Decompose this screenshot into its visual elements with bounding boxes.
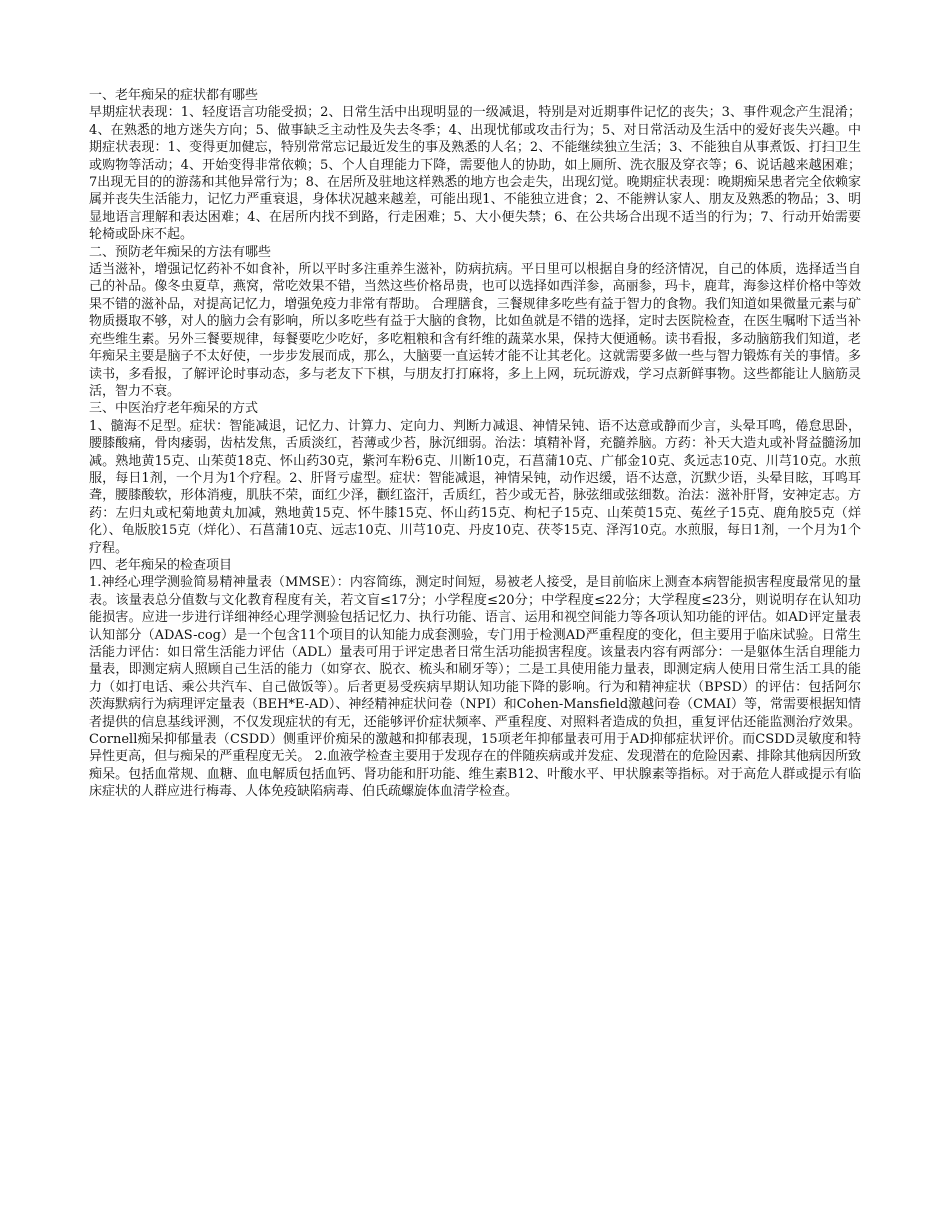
- section-heading-examinations: 四、老年痴呆的检查项目: [89, 557, 233, 573]
- section-body-symptoms: 早期症状表现：1、轻度语言功能受损；2、日常生活中出现明显的一级减退，特别是对近期事件记忆的丧失；3、事件观念产生混淆；4、在熟悉的地方迷失方向；5、做事缺乏主动性及失去冬季；4、出现忧郁或攻击行为；5、对日常活动及生活中的爱好丧失兴趣。中期症状表现：1、变得更加健忘，特别常常忘记最近发生的事及熟悉的人名；2、不能继续独立生活；3、不能独自从事煮饭、打扫卫生或购物等活动；4、开始变得非常依赖；5、个人自理能力下降，需要他人的协助，如上厕所、洗衣服及穿衣等；6、说话越来越困难；7出现无目的的游荡和其他异常行为；8、在居所及驻地这样熟悉的地方也会走失，出现幻觉。晚期症状表现：晚期痴呆患者完全依赖家属并丧失生活能力，记忆力严重衰退，身体状况越来越差，可能出现1、不能独立进食；2、不能辨认家人、朋友及熟悉的物品；3、明显地语言理解和表达困难；4、在居所内找不到路，行走困难；5、大小便失禁；6、在公共场合出现不适当的行为；7、行动开始需要轮椅或卧床不起。: [89, 105, 861, 243]
- document-page: [89, 87, 861, 801]
- section-body-examinations: 1.神经心理学测验简易精神量表（MMSE）：内容简练，测定时间短，易被老人接受，是目前临床上测查本病智能损害程度最常见的量表。该量表总分值数与文化教育程度有关，若文盲≤17分；小学程度≤20分；中学程度≤22分；大学程度≤23分，则说明存在认知功能损害。应进一步进行详细神经心理学测验包括记忆力、执行功能、语言、运用和视空间能力等各项认知功能的评估。如AD评定量表认知部分（ADAS-cog）是一个包含11个项目的认知能力成套测验，专门用于检测AD严重程度的变化，但主要用于临床试验。日常生活能力评估：如日常生活能力评估（ADL）量表可用于评定患者日常生活功能损害程度。该量表内容有两部分：一是躯体生活自理能力量表，即测定病人照顾自己生活的能力（如穿衣、脱衣、梳头和刷牙等）；二是工具使用能力量表，即测定病人使用日常生活工具的能力（如打电话、乘公共汽车、自己做饭等）。后者更易受疾病早期认知功能下降的影响。行为和精神症状（BPSD）的评估：包括阿尔茨海默病行为病理评定量表（BEH*E-AD）、神经精神症状问卷（NPI）和Cohen-Mansfield激越问卷（CMAI）等，常需要根据知情者提供的信息基线评测，不仅发现症状的有无，还能够评价症状频率、严重程度、对照料者造成的负担，重复评估还能监测治疗效果。Cornell痴呆抑郁量表（CSDD）侧重评价痴呆的激越和抑郁表现，15项老年抑郁量表可用于AD抑郁症状评价。而CSDD灵敏度和特异性更高，但与痴呆的严重程度无关。 2.血液学检查主要用于发现存在的伴随疾病或并发症、发现潜在的危险因素、排除其他病因所致痴呆。包括血常规、血糖、血电解质包括血钙、肾功能和肝功能、维生素B12、叶酸水平、甲状腺素等指标。对于高危人群或提示有临床症状的人群应进行梅毒、人体免疫缺陷病毒、伯氏疏螺旋体血清学检查。: [89, 575, 861, 800]
- section-body-prevention: 适当滋补，增强记忆药补不如食补，所以平时多注重养生滋补，防病抗病。平日里可以根据自身的经济情况，自己的体质，选择适当自己的补品。像冬虫夏草，燕窝，常吃效果不错，当然这些价格昂贵，也可以选择如西洋参，高丽参，玛卡，鹿茸，海参这样价格中等效果不错的滋补品，对提高记忆力，增强免疫力非常有帮助。 合理膳食，三餐规律多吃些有益于智力的食物。我们知道如果微量元素与矿物质摄取不够，对人的脑力会有影响，所以多吃些有益于大脑的食物，比如鱼就是不错的选择，定时去医院检查，在医生嘱咐下适当补充些维生素。另外三餐要规律，每餐要吃少吃好，多吃粗粮和含有纤维的蔬菜水果，保持大便通畅。读书看报，多动脑筋我们知道，老年痴呆主要是脑子不太好使，一步步发展而成，那么，大脑要一直运转才能不让其老化。这就需要多做一些与智力锻炼有关的事情。多读书，多看报，了解评论时事动态，多与老友下下棋，与朋友打打麻将，多上上网，玩玩游戏，学习点新鲜事物。这些都能让人脑筋灵活，智力不衰。: [89, 262, 861, 399]
- section-heading-prevention: 二、预防老年痴呆的方法有哪些: [89, 244, 272, 260]
- section-heading-symptoms: 一、老年痴呆的症状都有哪些: [89, 88, 259, 103]
- section-heading-tcm-treatment: 三、中医治疗老年痴呆的方式: [89, 401, 259, 417]
- section-body-tcm-treatment: 1、髓海不足型。症状：智能减退，记忆力、计算力、定向力、判断力减退、神情呆钝、语不达意或静而少言，头晕耳鸣，倦怠思卧，腰膝酸痛，骨肉痿弱，齿枯发焦，舌质淡红，苔薄或少苔，脉沉细弱。治法：填精补肾，充髓养脑。方药：补天大造丸或补肾益髓汤加减。熟地黄15克、山茱萸18克、怀山药30克，紫河车粉6克、川断10克，石菖蒲10克、广郁金10克、炙远志10克、川芎10克。水煎服，每日1剂，一个月为1个疗程。2、肝肾亏虚型。症状：智能减退，神情呆钝，动作迟缓，语不达意，沉默少语，头晕目眩，耳鸣耳聋，腰膝酸软，形体消瘦，肌肤不荣，面红少泽，颧红盗汗，舌质红，苔少或无苔，脉弦细或弦细数。治法：滋补肝肾，安神定志。方药：左归丸或杞菊地黄丸加减，熟地黄15克、怀牛膝15克、怀山药15克、枸杞子15克、山茱萸15克、菟丝子15克、鹿角胶5克（烊化）、龟版胶15克（烊化）、石菖蒲10克、远志10克、川芎10克、丹皮10克、茯苓15克、泽泻10克。水煎服，每日1剂，一个月为1个疗程。: [89, 418, 861, 556]
